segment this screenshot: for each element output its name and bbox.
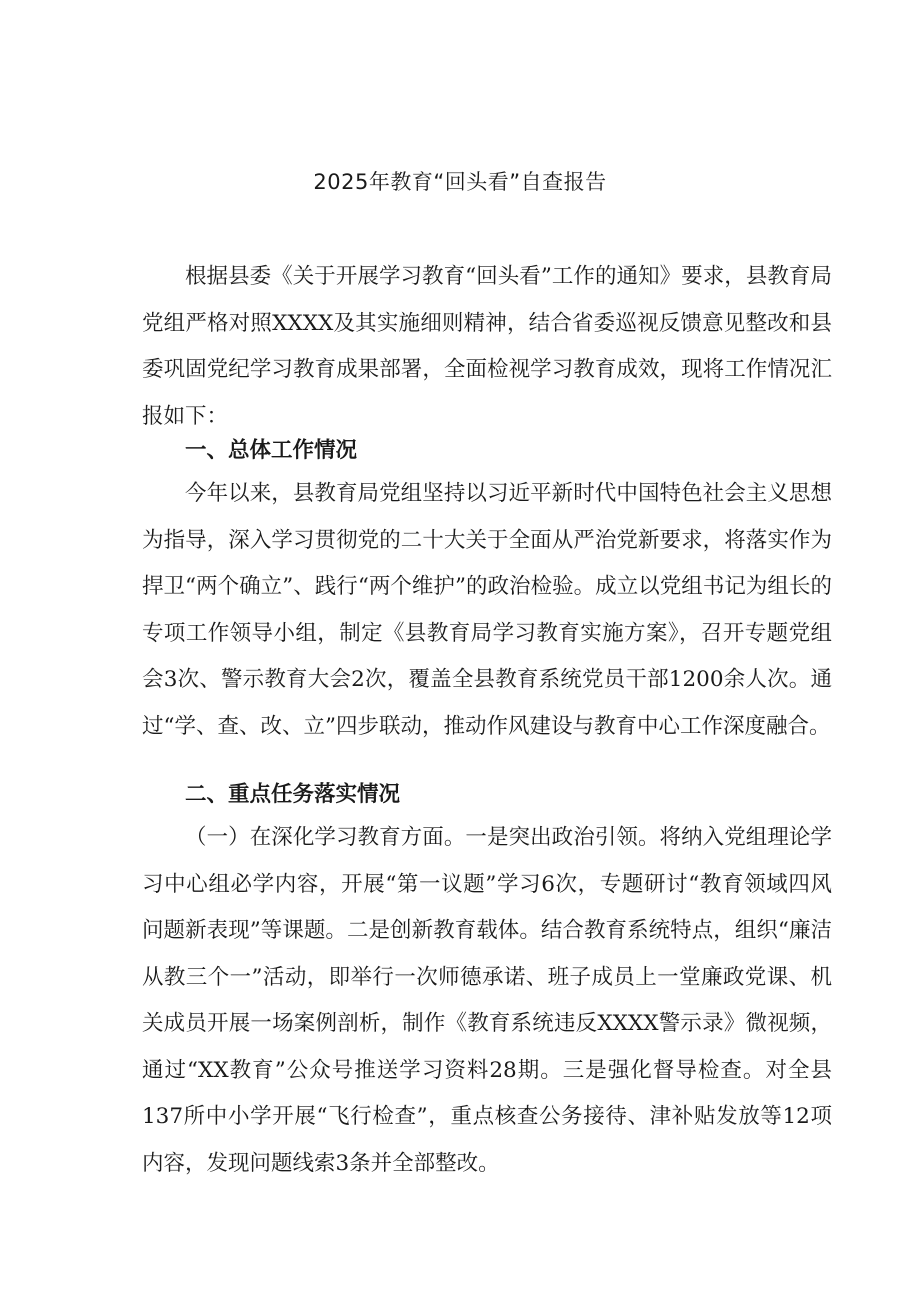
section-heading-overall: 一、总体工作情况 [185,438,358,463]
section-heading-key-tasks: 二、重点任务落实情况 [185,782,401,807]
section-paragraph-overall: 今年以来，县教育局党组坚持以习近平新时代中国特色社会主义思想为指导，深入学习贯彻党的二十大关于全面从严治党新要求，将落实作为捍卫“两个确立”、践行“两个维护”的政治检验。成立以党组书记为组长的专项工作领导小组，制定《县教育局学习教育实施方案》，召开专题党组会3次、警示教育大会2次，覆盖全县教育系统党员干部1200余人次。通过“学、查、改、立”四步联动，推动作风建设与教育中心工作深度融合。 [142,481,832,739]
section-paragraph-key-tasks: （一）在深化学习教育方面。一是突出政治引领。将纳入党组理论学习中心组必学内容，开展“第一议题”学习6次，专题研讨“教育领域四风问题新表现”等课题。二是创新教育载体。结合教育系统特点，组织“廉洁从教三个一”活动，即举行一次师德承诺、班子成员上一堂廉政党课、机关成员开展一场案例剖析，制作《教育系统违反XXXX警示录》微视频，通过“XX教育”公众号推送学习资料28期。三是强化督导检查。对全县137所中小学开展“飞行检查”，重点核查公务接待、津补贴发放等12项内容，发现问题线索3条并全部整改。 [142,825,832,1176]
document-title: 2025年教育“回头看”自查报告 [313,170,607,194]
intro-paragraph: 根据县委《关于开展学习教育“回头看”工作的通知》要求，县教育局党组严格对照XXXX及其实施细则精神，结合省委巡视反馈意见整改和县委巩固党纪学习教育成果部署，全面检视学习教育成效，现将工作情况汇报如下： [142,264,832,429]
